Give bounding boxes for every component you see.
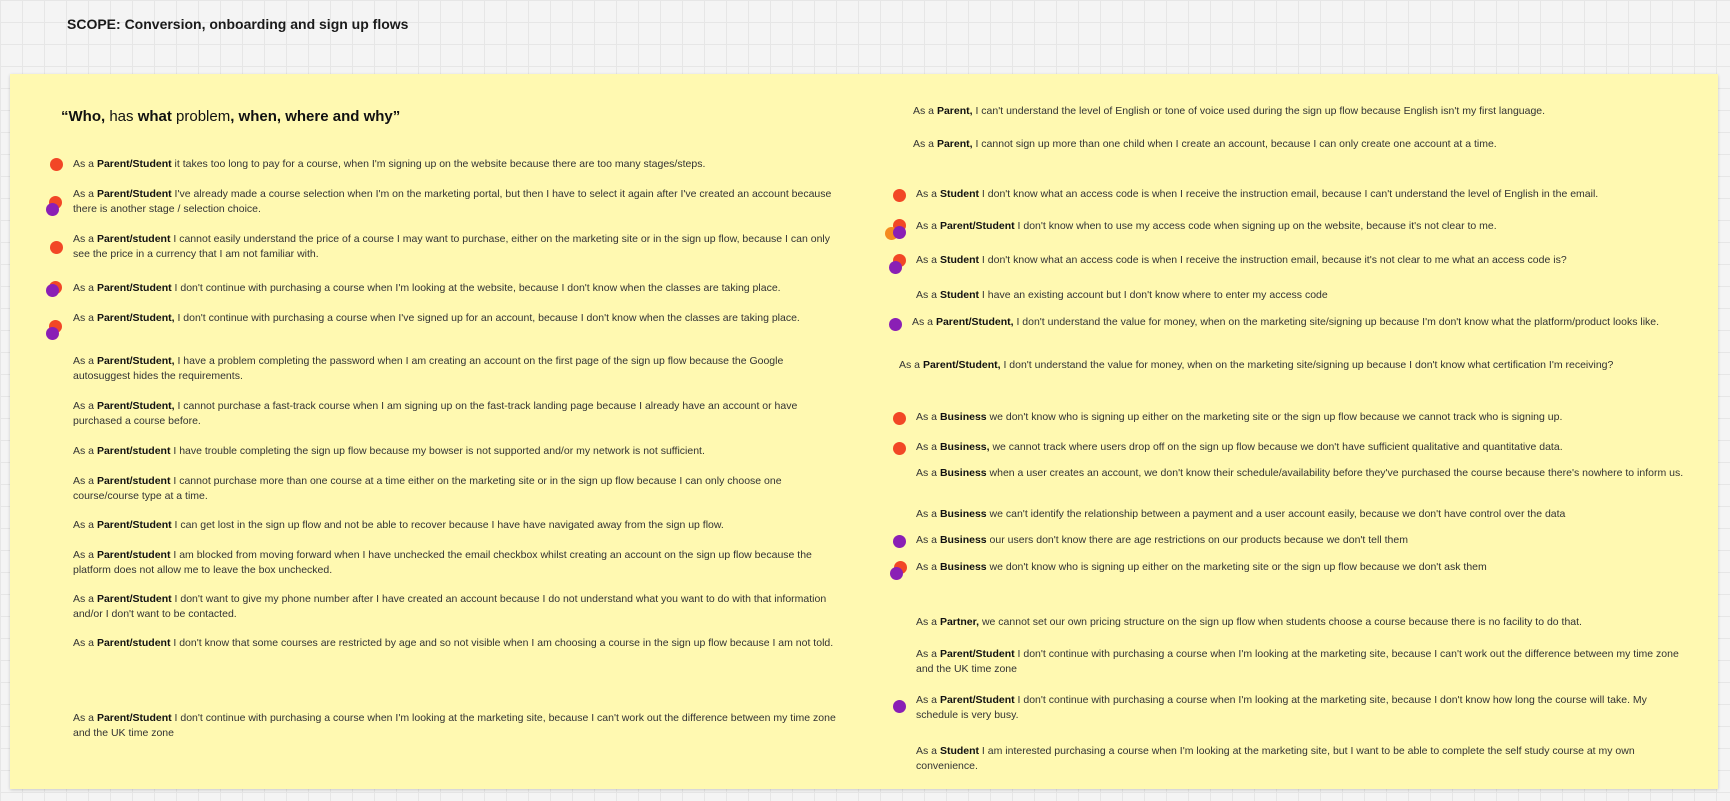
note-text: I have an existing account but I don't know where to enter my access code: [979, 289, 1328, 301]
note-text: I don't know what an access code is when I receive the instruction email, because it's not clear to me what an access code is?: [979, 254, 1567, 266]
note-role: Parent/Student: [96, 712, 172, 724]
left-note-1[interactable]: As a Parent/Student it takes too long to pay for a course, when I'm signing up on the website because there are too many stages/steps.: [73, 158, 706, 170]
vote-dot-purple[interactable]: [889, 261, 902, 274]
note-role: Parent/Student: [939, 694, 1015, 706]
right-note-3[interactable]: As a Student I don't know what an access code is when I receive the instruction email, because I can't understand the level of English in the email.: [916, 188, 1599, 200]
right-note-9[interactable]: As a Business we don't know who is signing up either on the marketing site or the sign up flow because we cannot track who is signing up.: [916, 411, 1563, 423]
note-text: when a user creates an account, we don't know their schedule/availability before they've purchased the course because there's nowhere to inform us.: [986, 467, 1684, 479]
left-note-9[interactable]: As a Parent/student I cannot purchase more than one course at a time either on the marketing site or in the sign up flow because I can only choose one course/course type at a time.: [73, 475, 782, 502]
right-note-16[interactable]: As a Parent/Student I don't continue with purchasing a course when I'm looking at the marketing site, because I can't work out the difference between my time zone and the UK time zone: [916, 648, 1679, 675]
left-note-8[interactable]: As a Parent/student I have trouble completing the sign up flow because my bowser is not supported and/or my network is not sufficient.: [73, 445, 705, 457]
left-note-7[interactable]: As a Parent/Student, I cannot purchase a fast-track course when I am signing up on the fast-track landing page because I already have an account or have purchased a course before.: [73, 400, 798, 427]
note-role: Parent/Student,: [96, 400, 175, 412]
left-note-12[interactable]: As a Parent/Student I don't want to give my phone number after I have created an account because I do not understand what you want to do with that information and/or I don't want to be contacted.: [73, 593, 827, 620]
left-note-10[interactable]: As a Parent/Student I can get lost in the sign up flow and not be able to recover because I have have navigated away from the sign up flow.: [73, 519, 724, 531]
right-note-5[interactable]: As a Student I don't know what an access code is when I receive the instruction email, because it's not clear to me what an access code is?: [916, 254, 1567, 266]
note-text: I am interested purchasing a course when I'm looking at the marketing site, but I want to be able to complete the self study course at my own convenience.: [916, 745, 1635, 772]
vote-dot-red[interactable]: [50, 241, 63, 254]
left-note-4[interactable]: As a Parent/Student I don't continue with purchasing a course when I'm looking at the website, because I don't know when the classes are taking place.: [73, 282, 781, 294]
note-role: Business,: [939, 441, 990, 453]
vote-dot-purple[interactable]: [46, 327, 59, 340]
note-text: we cannot set our own pricing structure on the sign up flow when students choose a course because there is no facility to do that.: [979, 616, 1582, 628]
right-note-10[interactable]: As a Business, we cannot track where users drop off on the sign up flow because we don't have sufficient qualitative and quantitative data.: [916, 441, 1563, 453]
right-note-7[interactable]: As a Parent/Student, I don't understand the value for money, when on the marketing site/signing up because I'm don't know what the platform/product looks like.: [912, 316, 1660, 328]
note-role: Student: [939, 254, 980, 266]
right-note-6[interactable]: As a Student I have an existing account but I don't know where to enter my access code: [916, 289, 1328, 301]
note-role: Parent/Student,: [922, 359, 1001, 371]
note-text: I cannot purchase a fast-track course when I am signing up on the fast-track landing page because I already have an account or have purchased a course before.: [73, 400, 798, 427]
left-note-3[interactable]: As a Parent/student I cannot easily understand the price of a course I may want to purchase, either on the marketing site or in the sign up flow, because I can only see the price in a currency that I am not familiar with.: [73, 233, 830, 260]
note-role: Parent/Student,: [935, 316, 1014, 328]
note-text: I have trouble completing the sign up flow because my bowser is not supported and/or my network is not sufficient.: [170, 445, 705, 457]
note-role: Parent/student: [96, 475, 171, 487]
note-role: Business: [939, 508, 987, 520]
note-role: Partner,: [939, 616, 980, 628]
note-text: we don't know who is signing up either on the marketing site or the sign up flow because we don't ask them: [986, 561, 1487, 573]
note-text: I've already made a course selection when I'm on the marketing portal, but then I have to select it again after I've created an account because there is another stage / selection choice.: [73, 188, 832, 215]
note-role: Business: [939, 467, 987, 479]
right-note-18[interactable]: As a Student I am interested purchasing a course when I'm looking at the marketing site, but I want to be able to complete the self study course at my own convenience.: [916, 745, 1635, 772]
vote-dot-purple[interactable]: [890, 567, 903, 580]
sticky-board[interactable]: [10, 74, 1718, 789]
note-text: I don't continue with purchasing a course when I'm looking at the marketing site, because I can't work out the difference between my time zone and the UK time zone: [73, 712, 836, 739]
vote-dot-red[interactable]: [50, 158, 63, 171]
board-heading: [61, 108, 400, 125]
left-note-2[interactable]: As a Parent/Student I've already made a course selection when I'm on the marketing portal, but then I have to select it again after I've created an account because there is another stage / selection choice.: [73, 188, 832, 215]
vote-dot-red[interactable]: [893, 442, 906, 455]
note-role: Student: [939, 745, 980, 757]
right-note-1[interactable]: As a Parent, I can't understand the level of English or tone of voice used during the sign up flow because English isn't my first language.: [913, 105, 1546, 117]
right-note-2[interactable]: As a Parent, I cannot sign up more than one child when I create an account, because I can only create one account at a time.: [913, 138, 1497, 150]
heading-what: what: [137, 108, 172, 125]
note-text: I can't understand the level of English or tone of voice used during the sign up flow because English isn't my first language.: [972, 105, 1546, 117]
heading-has: has: [105, 108, 138, 125]
note-role: Business: [939, 561, 987, 573]
note-role: Parent,: [936, 105, 973, 117]
vote-dot-purple[interactable]: [893, 700, 906, 713]
vote-dot-purple[interactable]: [889, 318, 902, 331]
note-text: I don't know what an access code is when I receive the instruction email, because I can't understand the level of English in the email.: [979, 188, 1599, 200]
note-role: Business: [939, 534, 987, 546]
note-role: Parent/Student: [96, 282, 172, 294]
left-note-6[interactable]: As a Parent/Student, I have a problem completing the password when I am creating an account on the first page of the sign up flow because the Google autosuggest hides the requirements.: [73, 355, 784, 382]
note-role: Parent/Student: [96, 188, 172, 200]
note-role: Parent,: [936, 138, 973, 150]
note-text: I don't want to give my phone number after I have created an account because I do not understand what you want to do with that information and/or I don't want to be contacted.: [73, 593, 827, 620]
note-text: I am blocked from moving forward when I have unchecked the email checkbox whilst creating an account on the sign up flow because the platform does not allow me to leave the box unchecked.: [73, 549, 812, 576]
vote-dot-purple[interactable]: [46, 203, 59, 216]
note-text: I cannot purchase more than one course at a time either on the marketing site or in the sign up flow because I can only choose one course/course type at a time.: [73, 475, 782, 502]
left-note-5[interactable]: As a Parent/Student, I don't continue with purchasing a course when I've signed up for an account, because I don't know when the classes are taking place.: [73, 312, 800, 324]
scope-title: SCOPE: Conversion, onboarding and sign up flows: [67, 16, 409, 32]
note-text: I don't understand the value for money, when on the marketing site/signing up because I'm don't know what the platform/product looks like.: [1013, 316, 1660, 328]
right-note-11[interactable]: As a Business when a user creates an account, we don't know their schedule/availability before they've purchased the course because there's nowhere to inform us.: [916, 467, 1684, 479]
heading-problem: problem: [171, 108, 231, 125]
note-role: Business: [939, 411, 987, 423]
note-text: I don't continue with purchasing a course when I'm looking at the marketing site, because I can't work out the difference between my time zone and the UK time zone: [916, 648, 1679, 675]
note-text: it takes too long to pay for a course, when I'm signing up on the website because there are too many stages/steps.: [171, 158, 706, 170]
vote-dot-purple[interactable]: [46, 284, 59, 297]
note-role: Student: [939, 188, 980, 200]
right-note-12[interactable]: As a Business we can't identify the relationship between a payment and a user account easily, because we don't have control over the data: [916, 508, 1566, 520]
note-text: we cannot track where users drop off on the sign up flow because we don't have sufficient qualitative and quantitative data.: [989, 441, 1563, 453]
right-note-17[interactable]: As a Parent/Student I don't continue with purchasing a course when I'm looking at the marketing site, because I don't know how long the course will take. My schedule is very busy.: [916, 694, 1647, 721]
heading-when-where-why: , when, where and why”: [230, 108, 401, 125]
note-role: Parent/Student,: [96, 312, 175, 324]
note-role: Parent/Student: [939, 648, 1015, 660]
note-text: I have a problem completing the password when I am creating an account on the first page of the sign up flow because the Google autosuggest hides the requirements.: [73, 355, 784, 382]
note-text: we can't identify the relationship between a payment and a user account easily, because we don't have control over the data: [986, 508, 1566, 520]
left-note-11[interactable]: As a Parent/student I am blocked from moving forward when I have unchecked the email checkbox whilst creating an account on the sign up flow because the platform does not allow me to leave the box unchecked.: [73, 549, 812, 576]
note-role: Parent/Student: [939, 220, 1015, 232]
note-text: I don't continue with purchasing a course when I'm looking at the marketing site, because I don't know how long the course will take. My schedule is very busy.: [916, 694, 1647, 721]
note-role: Parent/student: [96, 637, 171, 649]
note-text: I cannot easily understand the price of a course I may want to purchase, either on the marketing site or in the sign up flow, because I can only see the price in a currency that I am not familiar with.: [73, 233, 830, 260]
right-note-4[interactable]: As a Parent/Student I don't know when to use my access code when signing up on the website, because it's not clear to me.: [916, 220, 1497, 232]
note-text: I don't continue with purchasing a course when I'm looking at the website, because I don't know when the classes are taking place.: [171, 282, 781, 294]
left-note-13[interactable]: As a Parent/student I don't know that some courses are restricted by age and so not visible when I am choosing a course in the sign up flow because I am not told.: [73, 637, 834, 649]
note-text: I don't know when to use my access code when signing up on the website, because it's not clear to me.: [1014, 220, 1497, 232]
note-role: Parent/student: [96, 549, 171, 561]
right-note-13[interactable]: As a Business our users don't know there are age restrictions on our products because we don't tell them: [916, 534, 1408, 546]
vote-dot-purple[interactable]: [893, 226, 906, 239]
note-role: Parent/Student: [96, 593, 172, 605]
note-role: Parent/Student,: [96, 355, 175, 367]
note-role: Parent/Student: [96, 158, 172, 170]
note-text: I cannot sign up more than one child when I create an account, because I can only create one account at a time.: [972, 138, 1497, 150]
note-role: Parent/student: [96, 233, 171, 245]
note-text: I don't continue with purchasing a course when I've signed up for an account, because I don't know when the classes are taking place.: [174, 312, 800, 324]
right-note-15[interactable]: As a Partner, we cannot set our own pricing structure on the sign up flow when students choose a course because there is no facility to do that.: [916, 616, 1582, 628]
left-note-14[interactable]: As a Parent/Student I don't continue with purchasing a course when I'm looking at the marketing site, because I can't work out the difference between my time zone and the UK time zone: [73, 712, 836, 739]
note-text: we don't know who is signing up either on the marketing site or the sign up flow because we cannot track who is signing up.: [986, 411, 1563, 423]
note-text: our users don't know there are age restrictions on our products because we don't tell them: [986, 534, 1408, 546]
note-text: I can get lost in the sign up flow and not be able to recover because I have have navigated away from the sign up flow.: [171, 519, 724, 531]
note-role: Parent/Student: [96, 519, 172, 531]
right-note-8[interactable]: As a Parent/Student, I don't understand the value for money, when on the marketing site/signing up because I don't know what certification I'm receiving?: [899, 359, 1614, 371]
note-role: Student: [939, 289, 980, 301]
vote-dot-red[interactable]: [893, 412, 906, 425]
heading-who: “Who,: [61, 108, 106, 125]
note-text: I don't know that some courses are restricted by age and so not visible when I am choosing a course in the sign up flow because I am not told.: [170, 637, 834, 649]
right-note-14[interactable]: As a Business we don't know who is signing up either on the marketing site or the sign up flow because we don't ask them: [916, 561, 1487, 573]
vote-dot-purple[interactable]: [893, 535, 906, 548]
vote-dot-red[interactable]: [893, 189, 906, 202]
note-text: I don't understand the value for money, when on the marketing site/signing up because I don't know what certification I'm receiving?: [1000, 359, 1614, 371]
note-role: Parent/student: [96, 445, 171, 457]
